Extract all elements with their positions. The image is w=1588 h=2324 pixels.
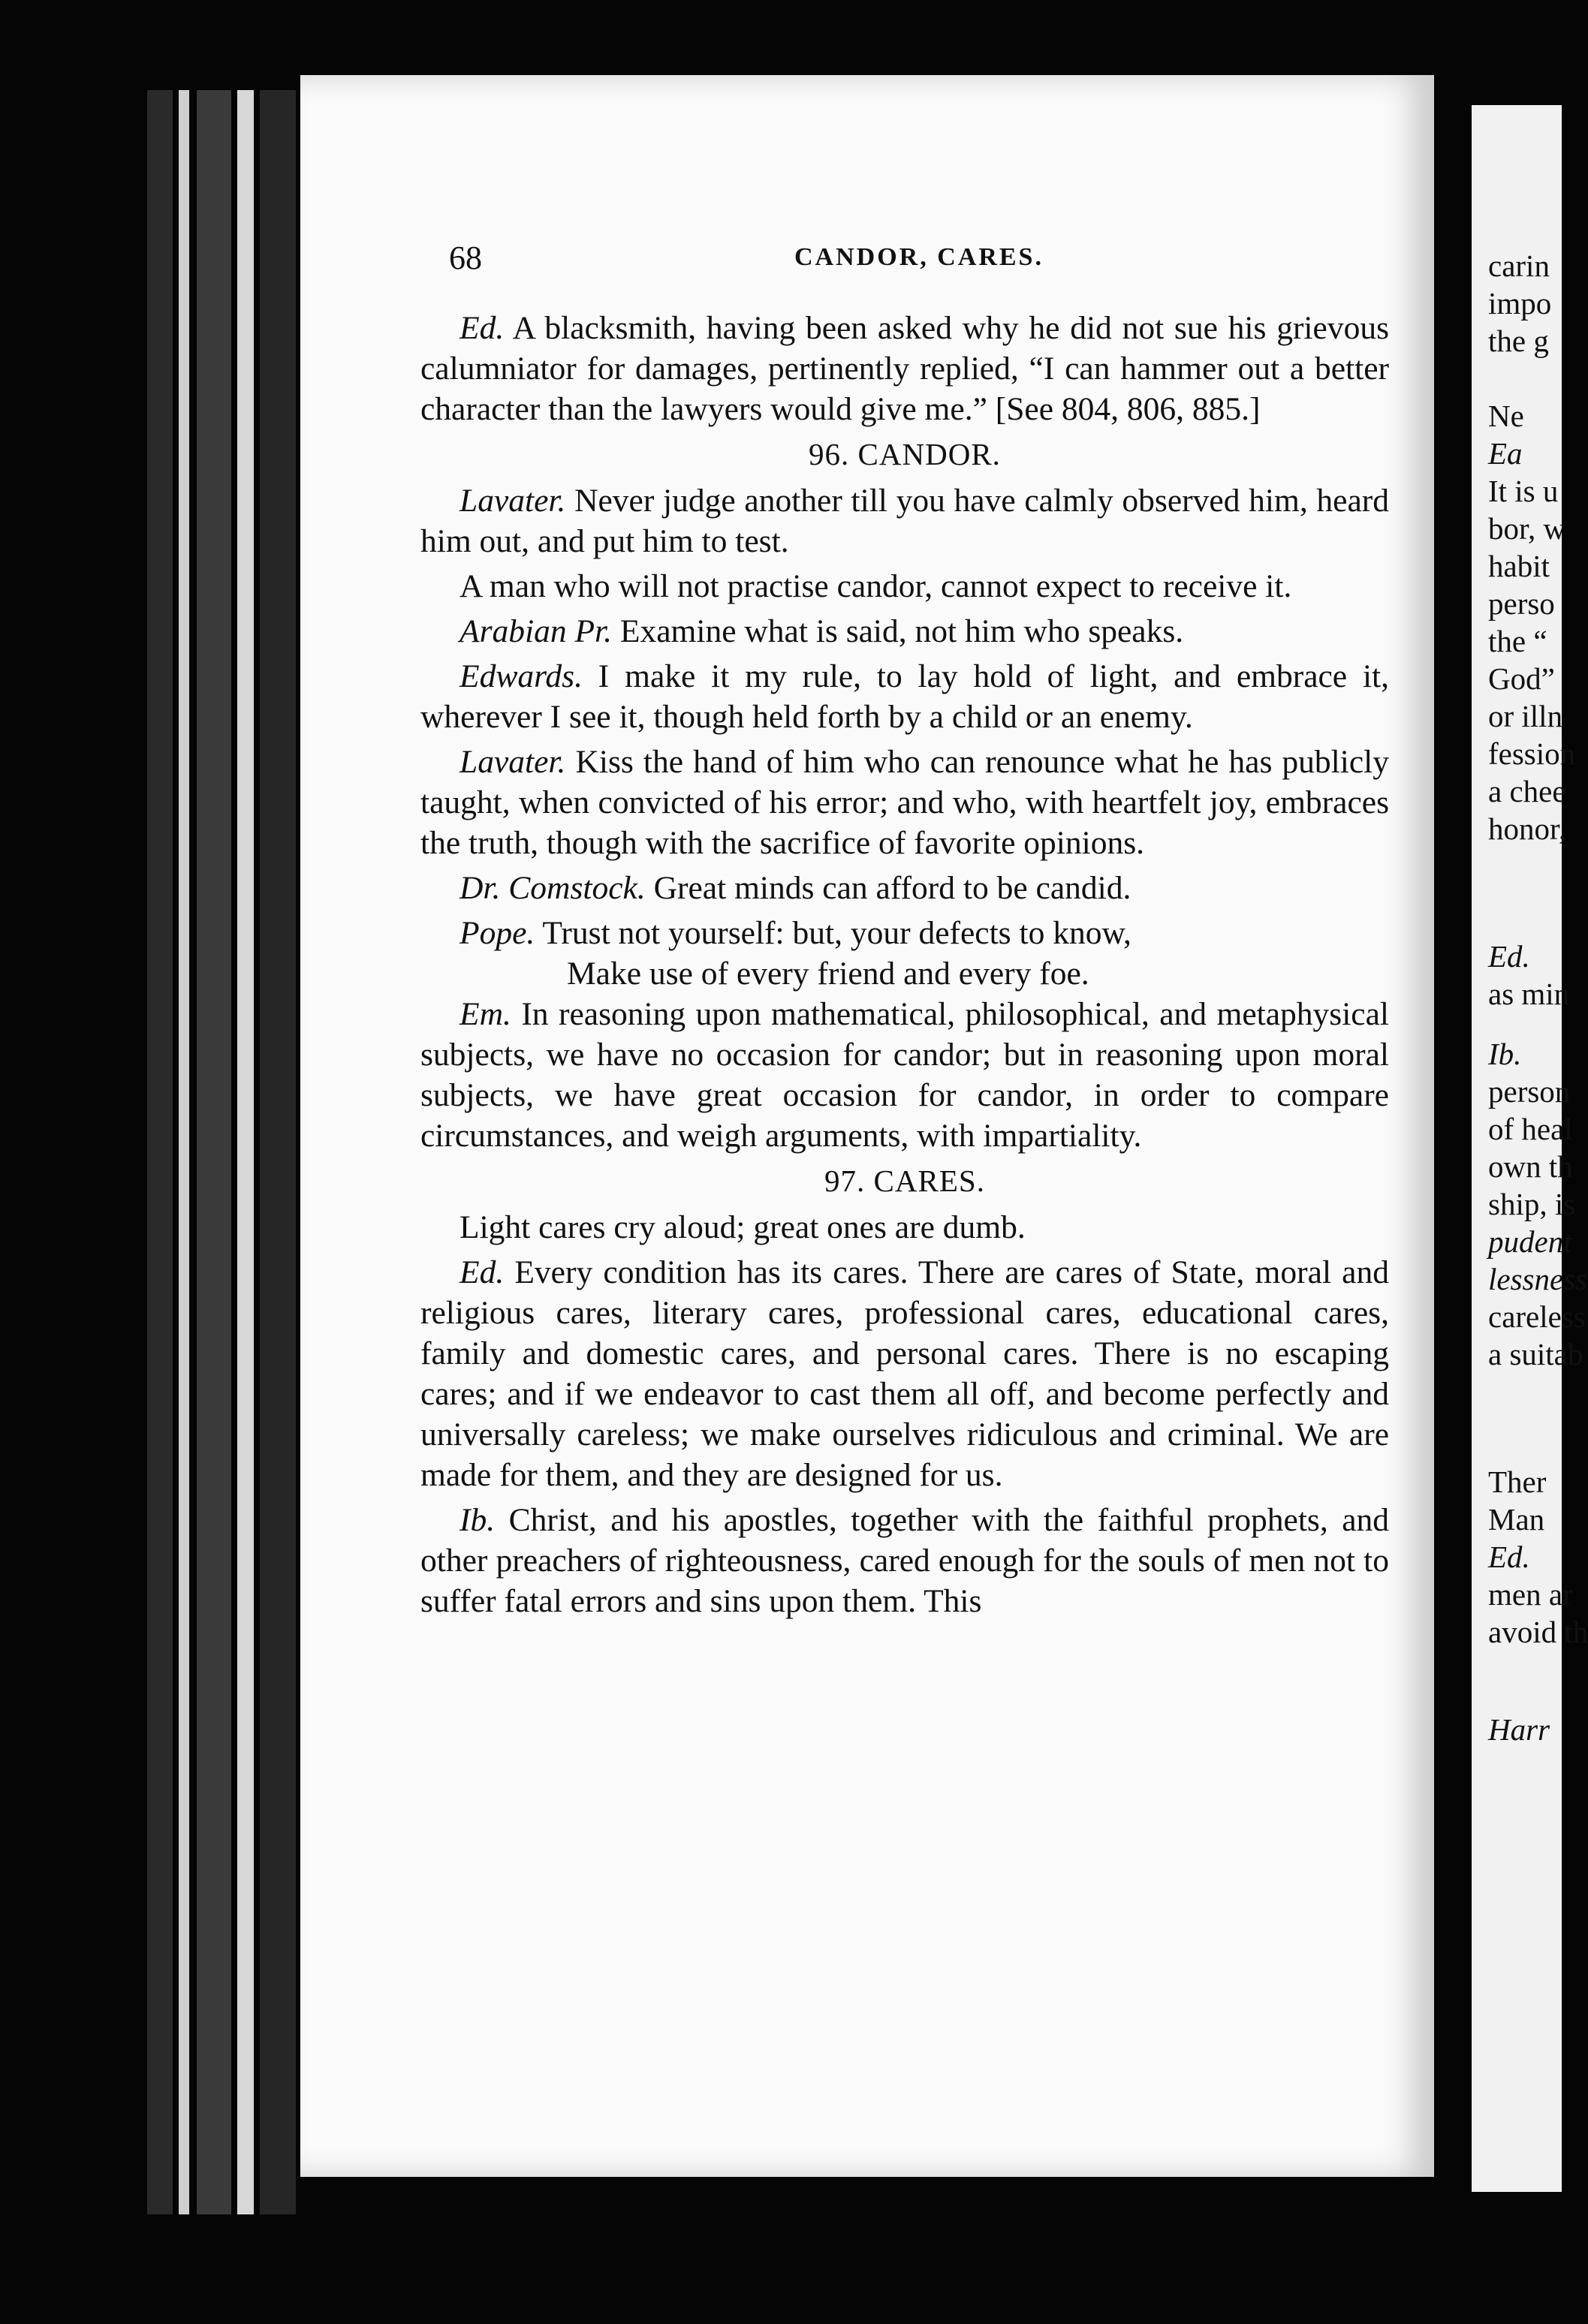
next-page-fragment: a suitab: [1488, 1337, 1583, 1371]
quote-author: Arabian Pr.: [460, 613, 613, 649]
quote-paragraph: [420, 742, 1389, 863]
quote-text: Every condition has its cares. There are cares of State, moral and religious cares, literary cares, professional cares, educational cares, family and domestic cares, and personal cares. There is no escaping cares; and if we endeavor to cast them all off, and become perfectly and universally careless; we make ourselves ridiculous and criminal. We are made for them, and they are designed for us.: [420, 1254, 1389, 1493]
next-page-fragment: Ea: [1488, 436, 1523, 471]
next-page-fragment: men ar: [1488, 1577, 1573, 1612]
quote-text: I make it my rule, to lay hold of light, and embrace it, wherever I see it, though held forth by a child or an enemy.: [420, 658, 1389, 735]
book-edge: [197, 90, 231, 2214]
next-page-fragment: carin: [1488, 248, 1550, 283]
quote-author: Ed.: [460, 1254, 505, 1290]
next-page-fragment: Ed.: [1488, 1540, 1530, 1574]
quote-text: Great minds can afford to be candid.: [653, 870, 1131, 906]
quote-paragraph: [420, 868, 1389, 908]
quote-author: Dr. Comstock.: [460, 870, 646, 906]
quote-text: Kiss the hand of him who can renounce what he has publicly taught, when convicted of his error; and who, with heartfelt joy, embraces the truth, though with the sacrifice of favorite opinions.: [420, 744, 1390, 861]
next-page-fragment: a chee: [1488, 774, 1566, 808]
next-page-fragment: Man: [1488, 1502, 1545, 1537]
book-edge: [147, 90, 173, 2214]
quote-paragraph: [420, 1252, 1389, 1495]
next-page-fragment: It is u: [1488, 474, 1559, 508]
quote-paragraph: [420, 480, 1389, 561]
quote-paragraph: [420, 611, 1389, 652]
next-page-fragment: person: [1488, 1074, 1571, 1109]
quote-author: Lavater.: [460, 483, 566, 519]
next-page-fragment: Harr: [1488, 1712, 1550, 1747]
next-page-fragment: Ne: [1488, 399, 1524, 433]
quote-author: Pope.: [460, 915, 535, 951]
next-page-fragment: ship, is: [1488, 1187, 1576, 1221]
quote-text: Christ, and his apostles, together with the faithful prophets, and other preachers of righteousness, cared enough for the souls of men not to suffer fatal errors and sins upon them. This: [420, 1502, 1389, 1619]
next-page-fragment: or illn: [1488, 699, 1563, 733]
next-page-fragment: avoid th: [1488, 1615, 1588, 1649]
book-edge: [179, 90, 189, 2214]
book-edge: [260, 90, 296, 2214]
quote-author: Edwards.: [460, 658, 583, 694]
quote-paragraph: [420, 566, 1389, 607]
next-page-fragment: habit: [1488, 549, 1550, 583]
quote-paragraph: [420, 994, 1389, 1156]
quote-text: A blacksmith, having been asked why he did not sue his grievous calumniator for damages, pertinently replied, “I can hammer out a better character than the lawyers would give me.” [See 804, 806, 885.]: [420, 310, 1389, 427]
section-heading: 96. CANDOR.: [809, 437, 1001, 471]
verse-quote: [420, 913, 1389, 994]
next-page-fragment: honor,: [1488, 811, 1567, 846]
next-page-fragment: own th: [1488, 1149, 1573, 1184]
next-page-fragment: God”: [1488, 661, 1555, 696]
next-page-sliver: [1472, 105, 1588, 2192]
quote-text: Never judge another till you have calmly observed him, heard him out, and put him to test.: [420, 483, 1389, 559]
quote-author: Lavater.: [460, 744, 566, 780]
quote-text: Light cares cry aloud; great ones are dumb.: [460, 1209, 1026, 1245]
next-page-fragment: impo: [1488, 286, 1552, 321]
next-page-fragment: Ther: [1488, 1465, 1547, 1499]
next-page-fragment: Ed.: [1488, 939, 1530, 974]
section-heading: 97. CARES.: [824, 1164, 985, 1198]
verse-line: Make use of every friend and every foe.: [567, 956, 1089, 992]
quote-author: Em.: [460, 996, 511, 1032]
quote-text: Examine what is said, not him who speaks.: [619, 613, 1184, 649]
quote-author: Ed.: [460, 310, 505, 346]
next-page-fragment: bor, w: [1488, 511, 1566, 546]
next-page-fragment: pudent: [1488, 1224, 1572, 1259]
next-page-fragment: fession: [1488, 736, 1576, 771]
verse-line: [420, 913, 1389, 953]
quote-paragraph: [420, 1500, 1389, 1621]
page-body-text: [420, 308, 1389, 1626]
running-head-title: CANDOR, CARES.: [794, 243, 1044, 271]
quote-text: In reasoning upon mathematical, philosophical, and metaphysical subjects, we have no occasion for candor; but in reasoning upon moral subjects, we have great occasion for candor, in order to compare circumstances, and weigh arguments, with impartiality.: [420, 996, 1389, 1154]
next-page-fragment: the “: [1488, 624, 1547, 658]
next-page-fragment: as min: [1488, 977, 1570, 1011]
verse-line-text: Trust not yourself: but, your defects to know,: [542, 915, 1131, 951]
next-page-fragment: of heal: [1488, 1112, 1573, 1146]
next-page-fragment: careless: [1488, 1299, 1586, 1334]
next-page-fragment: Ib.: [1488, 1037, 1522, 1071]
next-page-fragment: perso: [1488, 586, 1555, 621]
next-page-fragment: the g: [1488, 324, 1549, 358]
quote-author: Ib.: [460, 1502, 496, 1538]
quote-paragraph: [420, 656, 1389, 737]
quote-paragraph: [420, 308, 1389, 429]
page-number: 68: [449, 239, 482, 276]
quote-paragraph: [420, 1207, 1389, 1248]
book-edge: [237, 90, 254, 2214]
next-page-fragment: lessness: [1488, 1262, 1588, 1296]
quote-text: A man who will not practise candor, cannot expect to receive it.: [460, 568, 1292, 604]
